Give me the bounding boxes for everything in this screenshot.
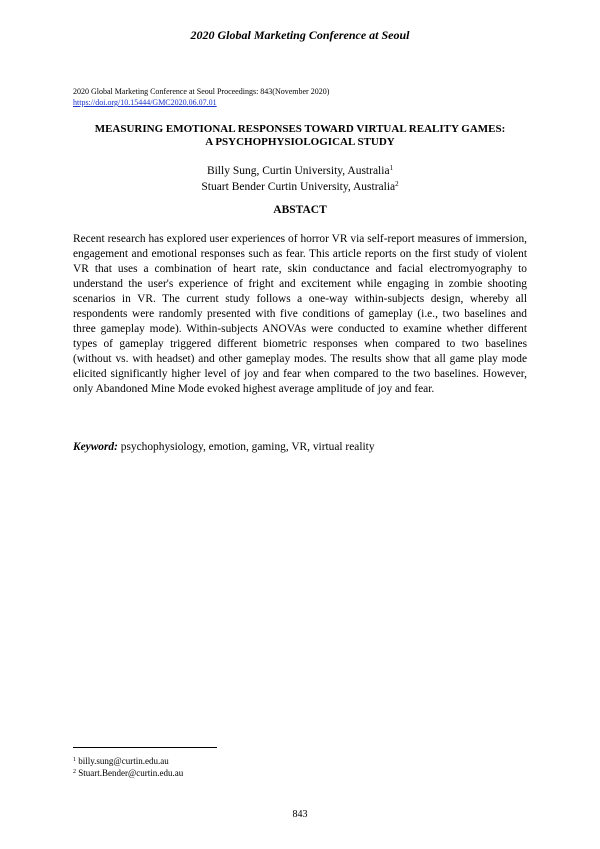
footnote (73, 767, 183, 779)
footnote-text: Stuart.Bender@curtin.edu.au (76, 768, 184, 778)
author-line (60, 179, 540, 195)
paper-title (60, 123, 540, 149)
footnote (73, 755, 183, 767)
abstract-heading: ABSTACT (273, 204, 327, 216)
proceedings-info (73, 86, 329, 108)
paper-title-line-1: MEASURING EMOTIONAL RESPONSES TOWARD VIRTUAL REALITY GAMES: (94, 123, 506, 135)
footnote-marker: 1 (389, 164, 394, 172)
author-name: Stuart Bender Curtin University, Australia (201, 181, 396, 193)
keywords-text: psychophysiology, emotion, gaming, VR, virtual reality (117, 441, 375, 453)
running-head: 2020 Global Marketing Conference at Seoul (190, 28, 410, 42)
author-line (60, 163, 540, 179)
paper-title-line-2: A PSYCHOPHYSIOLOGICAL STUDY (205, 136, 395, 148)
author-name: Billy Sung, Curtin University, Australia (206, 165, 390, 177)
keywords-label: Keyword: (73, 441, 118, 453)
keywords (73, 441, 527, 453)
abstract-body: Recent research has explored user experiences of horror VR via self-report measures of immersion, engagement and emotional responses such as fear. This article reports on the first study of violent VR that uses a combination of heart rate, skin conductance and facial electromyography to understand the user's experience of fright and excitement while engaging in zombie shooting scenarios in VR. The current study follows a one-way within-subjects design, whereby all respondents were randomly presented with five conditions of gameplay (i.e., two baselines and three gameplay mode). Within-subjects ANOVAs were conducted to examine whether different types of gameplay triggered different biometric responses when compared to two baselines (without vs. with headset) and other gameplay modes. The results show that all game play mode elicited significantly higher level of joy and fear when compared to the two baselines. However, only Abandoned Mine Mode evoked highest average amplitude of joy and fear. (73, 233, 527, 395)
author-list (60, 163, 540, 195)
footnote-divider (73, 747, 217, 748)
footnote-mark: 1 (73, 757, 76, 763)
footnote-text: billy.sung@curtin.edu.au (76, 756, 169, 766)
proceedings-citation: 2020 Global Marketing Conference at Seoul Proceedings: 843(November 2020) (73, 87, 330, 96)
footnote-marker: 2 (395, 180, 399, 188)
footnote-mark: 2 (73, 769, 76, 775)
doi-link[interactable]: https://doi.org/10.15444/GMC2020.06.07.01 (73, 98, 217, 107)
footnotes (73, 755, 183, 779)
page-number: 843 (292, 809, 308, 820)
